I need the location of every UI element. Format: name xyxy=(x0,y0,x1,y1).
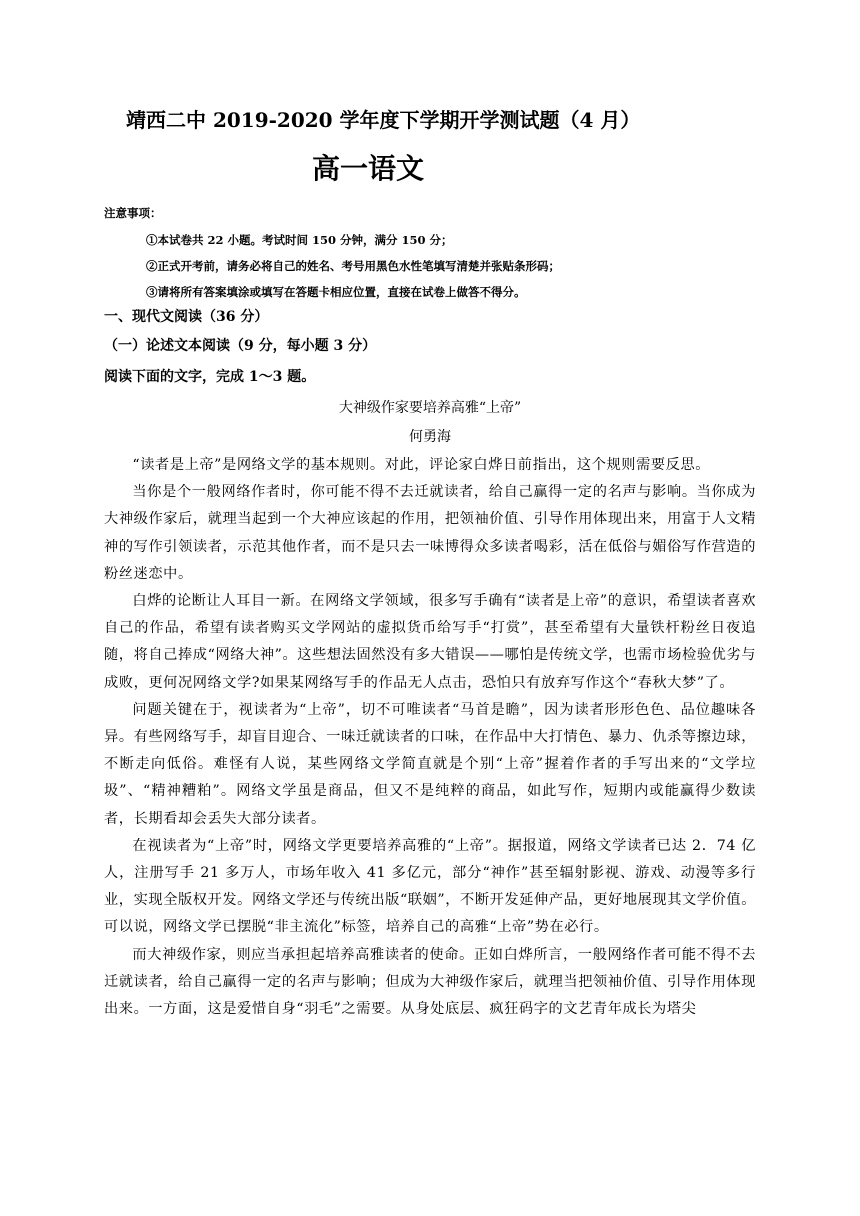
article-title: 大神级作家要培养高雅“上帝” xyxy=(338,400,522,416)
article-paragraph-4: 问题关键在于，视读者为“上帝”，切不可唯读者“马首是瞻”，因为读者形形色色、品位趣味各异。有些网络写手，却盲目迎合、一味迁就读者的口味，在作品中大打情色、暴力、仇杀等擦边球，不断走向低俗。难怪有人说，某些网络文学简直就是个别“上帝”握着作者的手写出来的“文学垃圾”、“精神糟粕”。网络文学虽是商品，但又不是纯粹的商品，如此写作，短期内或能赢得少数读者，长期看却会丢失大部分读者。 xyxy=(104,701,756,827)
note-item-2: ②正式开考前，请务必将自己的姓名、考号用黑色水性笔填写清楚并张贴条形码； xyxy=(146,259,560,273)
article-paragraph-6: 而大神级作家，则应当承担起培养高雅读者的使命。正如白烨所言，一般网络作者可能不得不去迁就读者，给自己赢得一定的名声与影响；但成为大神级作家后，就理当把领袖价值、引导作用体现出来。一方面，这是爱惜自身“羽毛”之需要。从身处底层、疯狂码字的文艺青年成长为塔尖 xyxy=(104,946,756,1018)
section-heading-sub-one: （一）论述文本阅读（9 分，每小题 3 分） xyxy=(104,338,377,354)
exam-title: 靖西二中 2019-2020 学年度下学期开学测试题（4 月） xyxy=(126,108,641,132)
note-item-3: ③请将所有答案填涂或填写在答题卡相应位置，直接在试卷上做答不得分。 xyxy=(146,285,526,299)
article-paragraph-1: “读者是上帝”是网络文学的基本规则。对此，评论家白烨日前指出，这个规则需要反思。 xyxy=(132,457,711,473)
article-paragraph-3: 白烨的论断让人耳目一新。在网络文学领域，很多写手确有“读者是上帝”的意识，希望读者喜欢自己的作品，希望有读者购买文学网站的虚拟货币给写手“打赏”，甚至希望有大量铁杆粉丝日夜追随，将自己捧成“网络大神”。这些想法固然没有多大错误——哪怕是传统文学，也需市场检验优劣与成败，更何况网络文学?如果某网络写手的作品无人点击，恐怕只有放弃写作这个“春秋大梦”了。 xyxy=(104,593,756,691)
notes-heading: 注意事项： xyxy=(104,206,162,220)
article-body xyxy=(104,452,756,1023)
section-heading-part-one: 一、现代文阅读（36 分） xyxy=(104,309,269,325)
article-paragraph-2: 当你是个一般网络作者时，你可能不得不去迁就读者，给自己赢得一定的名声与影响。当你成为大神级作家后，就理当起到一个大神应该起的作用，把领袖价值、引导作用体现出来，用富于人文精神的写作引领读者，示范其他作者，而不是只去一味博得众多读者喝彩，活在低俗与媚俗写作营造的粉丝迷恋中。 xyxy=(104,484,756,582)
subject-title: 高一语文 xyxy=(312,152,425,185)
reading-instruction: 阅读下面的文字，完成 1～3 题。 xyxy=(104,369,316,385)
note-item-1: ①本试卷共 22 小题。考试时间 150 分钟，满分 150 分； xyxy=(146,233,453,247)
article-author: 何勇海 xyxy=(409,429,451,445)
article-paragraph-5: 在视读者为“上帝”时，网络文学更要培养高雅的“上帝”。据报道，网络文学读者已达 2．74 亿人，注册写手 21 多万人，市场年收入 41 多亿元，部分“神作”甚至辐射影视、游戏、动漫等多行业，实现全版权开发。网络文学还与传统出版“联姻”，不断开发延伸产品，更好地展现其文学价值。可以说，网络文学已摆脱“非主流化”标签，培养自己的高雅“上帝”势在必行。 xyxy=(104,837,756,936)
